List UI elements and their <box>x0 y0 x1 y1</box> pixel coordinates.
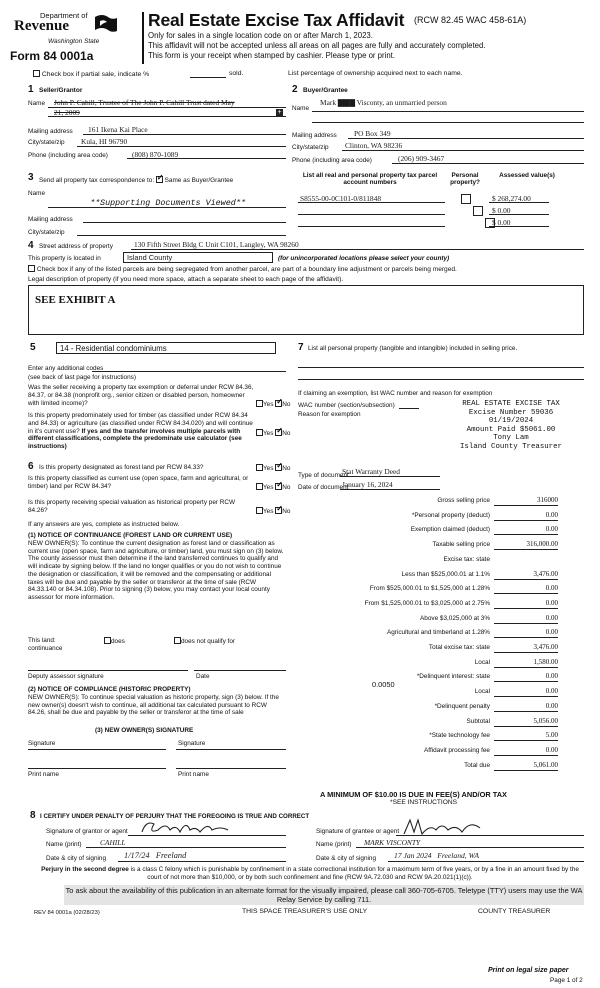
timber-yes-checkbox[interactable] <box>256 429 263 436</box>
tax-label: *Personal property (deduct) <box>411 511 490 519</box>
personal-property-heading: List all personal property (tangible and intangible) included in selling price. <box>308 345 518 352</box>
tax-label: Exemption claimed (deduct) <box>410 526 490 534</box>
reason-label: Reason for exemption <box>298 411 361 418</box>
continuance-label: continuance <box>28 645 63 652</box>
buyer-heading: Buyer/Grantee <box>303 87 348 94</box>
treasurer-space-label: THIS SPACE TREASURER'S USE ONLY <box>242 908 368 915</box>
owner-sig-label-1: Signature <box>28 740 56 747</box>
deputy-signature-field[interactable] <box>28 670 188 671</box>
tax-label: Affidavit processing fee <box>424 746 490 754</box>
tax-label: Above $3,025,000 at 3% <box>420 614 490 622</box>
land-does-checkbox[interactable] <box>104 637 111 644</box>
rev-label: REV 84 0001a (02/28/23) <box>34 910 100 916</box>
additional-codes-field[interactable] <box>92 371 286 372</box>
ownership-note: List percentage of ownership acquired next to each name. <box>288 70 463 77</box>
grantor-date[interactable]: 1/17/24 Freeland <box>124 851 187 860</box>
assessed-value-3[interactable]: $ 0.00 <box>492 218 511 227</box>
section-6-number: 6 <box>28 461 34 472</box>
tax-label: Taxable selling price <box>432 541 490 549</box>
codes-note: (see back of last page for instructions) <box>28 374 136 381</box>
certify-heading: I CERTIFY UNDER PENALTY OF PERJURY THAT THE FOREGOING IS TRUE AND CORRECT <box>40 813 310 820</box>
tax-value[interactable]: 0.00 <box>545 525 558 534</box>
continuance-title: (1) NOTICE OF CONTINUANCE (FOREST LAND OR CURRENT USE) <box>28 532 233 539</box>
land-does-not-row: does not qualify for <box>174 637 235 645</box>
print-legal-note: Print on legal size paper <box>488 967 569 974</box>
section-8-number: 8 <box>30 810 36 821</box>
seller-name-cont[interactable]: 21, 2009 <box>54 108 80 117</box>
assessed-value-2[interactable]: $ 0.00 <box>492 206 511 215</box>
see-instructions: *SEE INSTRUCTIONS <box>390 799 458 806</box>
street-address-label: Street address of property <box>39 243 113 250</box>
seller-phone-label: Phone (including area code) <box>28 152 108 159</box>
assessed-value-col-header: Assessed value(s) <box>499 172 555 179</box>
deputy-date-label: Date <box>196 673 210 680</box>
forest-yes-checkbox[interactable] <box>256 464 263 471</box>
page-number: Page 1 of 2 <box>550 977 583 984</box>
section-2-number: 2 <box>292 84 298 95</box>
if-yes-note: If any answers are yes, complete as instructed below. <box>28 521 180 528</box>
dept-line1: Department of <box>40 11 88 20</box>
header-note2: This affidavit will not be accepted unless all areas on all pages are fully and accurately completed. <box>148 41 486 50</box>
tax-label: Total due <box>464 761 490 769</box>
located-note: (for unincorporated locations please select your county) <box>278 255 450 262</box>
sold-label: sold. <box>229 70 244 77</box>
section-4-number: 4 <box>28 240 34 251</box>
timber-yes-no: Yes ✓ No <box>256 429 290 437</box>
corr-address-label: Mailing address <box>28 216 73 223</box>
seller-city[interactable]: Kula, HI 96790 <box>81 137 128 146</box>
seller-heading: Seller/Grantor <box>39 87 83 94</box>
alt-format-notice: To ask about the availability of this publication in an alternate format for the visually impaired, please call 360-705-6705. Teletype (TTY) users may use the WA Relay Service by calling 711. <box>65 886 583 904</box>
tax-value[interactable]: 316,000.00 <box>526 540 558 549</box>
tax-value[interactable]: 1,580.00 <box>533 657 558 666</box>
tax-value[interactable]: 0.00 <box>545 510 558 519</box>
treasurer-stamp: REAL ESTATE EXCISE TAX Excise Number 59036 01/19/2024 Amount Paid $5061.00 Tony Lam Island County Treasurer <box>459 400 562 451</box>
minimum-due-note: A MINIMUM OF $10.00 IS DUE IN FEE(S) AND/OR TAX <box>320 790 507 799</box>
form-statute: (RCW 82.45 WAC 458-61A) <box>414 15 527 25</box>
section-1-number: 1 <box>28 84 34 95</box>
forest-land-question: Is this property designated as forest land per RCW 84.33? <box>39 464 204 471</box>
corr-name-label: Name <box>28 190 46 197</box>
doc-date-value[interactable]: January 16, 2024 <box>342 480 393 489</box>
historic-yes-checkbox[interactable] <box>256 507 263 514</box>
header-note1: Only for sales in a single location code on or after March 1, 2023. <box>148 31 373 40</box>
historic-question: Is this property receiving special valuation as historical property per RCW 84.26? <box>28 499 236 514</box>
grantee-name[interactable]: MARK VISCONTY <box>364 838 421 847</box>
seller-address-label: Mailing address <box>28 128 73 135</box>
corr-city-label: City/state/zip <box>28 229 65 236</box>
partial-sale-label: Check box if partial sale, indicate % <box>41 71 150 78</box>
wac-number-label: WAC number (section/subsection) <box>298 402 395 409</box>
located-in-label: This property is located in <box>28 255 101 262</box>
buyer-phone-label: Phone (including area code) <box>292 157 372 164</box>
exemption-question: Was the seller receiving a property tax exemption or deferral under RCW 84.36, 84.37, or 84.38 (nonprofit org., senior citizen or disabled person, homeowner with limited income)? <box>28 384 254 407</box>
partial-sale-blank[interactable] <box>190 77 226 78</box>
legal-description-value: SEE EXHIBIT A <box>35 294 116 306</box>
tax-value[interactable]: 0.00 <box>545 672 558 681</box>
dor-logo <box>8 11 138 65</box>
owner-print-2[interactable] <box>176 768 286 769</box>
personal-property-checkbox-2[interactable] <box>473 206 483 216</box>
tax-label: Gross selling price <box>437 497 490 504</box>
legal-description-box[interactable] <box>28 285 584 335</box>
grantee-date[interactable]: 17 Jan 2024 Freeland, WA <box>394 851 480 860</box>
perjury-notice: Perjury in the second degree is a class C felony which is punishable by confinement in a state correctional institution for a maximum term of five years, or by a fine in an amount fixed by the court of not more than $10,000, or by both such confinement and fine (RCW 9A.72.030 and RCW 9A.20.021(1)(c)). <box>41 866 579 881</box>
owner-print-1[interactable] <box>28 768 166 769</box>
personal-property-col-header: Personal property? <box>450 172 480 186</box>
compliance-title: (2) NOTICE OF COMPLIANCE (HISTORIC PROPERTY) <box>28 686 191 693</box>
grantor-name[interactable]: CAHILL <box>100 838 126 847</box>
current-use-question: Is this property classified as current use (open space, farm and agricultural, or timber) land per RCW 84.34? <box>28 475 249 490</box>
historic-yes-no: Yes ✓ No <box>256 507 290 515</box>
seller-city-label: City/state/zip <box>28 139 65 146</box>
current-use-no-checkbox[interactable] <box>275 483 282 490</box>
tax-label: Total excise tax: state <box>428 644 490 651</box>
owner-print-label-2: Print name <box>178 771 209 778</box>
grantee-sig-label: Signature of grantee or agent <box>316 828 400 835</box>
tax-value[interactable]: 0.00 <box>545 687 558 696</box>
parcel-col-header: List all real and personal property tax parcel account numbers <box>302 172 438 186</box>
exemption-yes-no: Yes ✓ No <box>256 400 290 408</box>
personal-property-field[interactable] <box>298 367 584 368</box>
tax-value[interactable]: 316000 <box>537 496 558 504</box>
tax-value[interactable]: 0.00 <box>545 613 558 622</box>
current-use-yes-no: Yes ✓ No <box>256 483 290 491</box>
continuance-body: NEW OWNER(S): To continue the current designation as forest land or classification as current use (open space, farm and agriculture, or timber) land, you must sign on (3) below. The county assessor must then determine if the land transferred continues to qualify and will indicate by signing below. If the land no longer qualifies or you do not wish to continue the designation or classification, it will be removed and the compensating or additional taxes will be due and payable by the seller or transferor at the time of sale (RCW 84.33.140 or 84.34.108). Prior to signing (3) below, you may contact your local county assessor for more information. <box>28 540 284 601</box>
tax-label: Less than $525,000.01 at 1.1% <box>401 570 490 578</box>
compliance-body: NEW OWNER(S): To continue special valuation as historic property, sign (3) below. If the new owner(s) doesn't wish to continue, all additional tax calculated pursuant to RCW 84.26, shall be due and payable by the seller or transferor at the time of sale <box>28 694 279 717</box>
tax-label: Local <box>474 658 490 666</box>
tax-value[interactable]: 5,056.00 <box>533 716 558 725</box>
tax-value[interactable]: 0.00 <box>545 628 558 637</box>
tax-label: Local <box>474 688 490 696</box>
owner-sig-label-2: Signature <box>178 740 206 747</box>
tax-label: *State technology fee <box>429 732 490 740</box>
parcel-number-1[interactable]: S8555-00-0C101-0/811848 <box>300 194 382 203</box>
assessed-value-1[interactable]: $ 268,274.00 <box>492 194 531 203</box>
county-select[interactable]: Island County <box>123 252 273 263</box>
buyer-name-label: Name <box>292 105 310 112</box>
same-as-buyer-checkbox[interactable] <box>156 176 163 183</box>
local-rate: 0.0050 <box>372 680 395 689</box>
tax-value[interactable]: 0.00 <box>545 701 558 710</box>
owner-print-label-1: Print name <box>28 771 59 778</box>
tax-label: Subtotal <box>466 717 490 725</box>
historic-no-checkbox[interactable] <box>275 507 282 514</box>
tax-value[interactable]: 3,476.00 <box>533 643 558 651</box>
deputy-signature-label: Deputy assessor signature <box>28 673 104 680</box>
tax-value[interactable]: 5.00 <box>545 731 558 740</box>
segregated-row: Check box if any of the listed parcels are being segregated from another parcel, are part of a boundary line adjustment or parcels being merged. <box>28 265 457 273</box>
tax-value[interactable]: 0.00 <box>545 584 558 593</box>
seller-name-label: Name <box>28 100 46 107</box>
timber-question: Is this property predominately used for timber (as classified under RCW 84.34 and 84.33) or agriculture (as classified under RCW 84.34.020) and will continue in it's current use? If yes and the transfer involves multiple parcels with different classifications, complete the predominate use calculator (see instructions) <box>28 412 253 451</box>
seller-add-icon[interactable]: + <box>277 109 282 116</box>
buyer-name[interactable]: Mark ▇▇▇ Visconty, an unmarried person <box>320 98 447 107</box>
tax-value[interactable]: 0.00 <box>545 598 558 607</box>
supporting-docs-stamp: **Supporting Documents Viewed** <box>90 198 246 208</box>
form-title: Real Estate Excise Tax Affidavit <box>148 10 405 30</box>
tax-value[interactable]: 5,061.00 <box>533 760 558 769</box>
header-divider <box>142 12 144 64</box>
correspondence-text: Send all property tax correspondence to: ✓ Same as Buyer/Grantee <box>39 176 233 184</box>
grantor-sig-label: Signature of grantor or agent <box>46 828 128 835</box>
grantor-name-label: Name (print) <box>46 841 82 848</box>
land-does-row: does <box>104 637 125 645</box>
section-3-number: 3 <box>28 172 34 183</box>
seller-address[interactable]: 161 Ikena Kai Place <box>88 125 148 134</box>
grantee-date-label: Date & city of signing <box>316 855 377 862</box>
timber-no-checkbox[interactable] <box>275 429 282 436</box>
exemption-no-checkbox[interactable] <box>275 400 282 407</box>
tax-label: From $1,525,000.01 to $3,025,000 at 2.75% <box>364 599 490 607</box>
county-treasurer-label: COUNTY TREASURER <box>478 908 551 915</box>
dept-line3: Washington State <box>48 38 100 45</box>
legal-description-label: Legal description of property (if you need more space, attach a separate sheet to each page of the affidavit). <box>28 276 344 283</box>
personal-property-checkbox-1[interactable] <box>461 194 471 204</box>
partial-sale-checkbox[interactable] <box>33 70 40 77</box>
doc-type-value[interactable]: Stat Warranty Deed <box>342 467 400 476</box>
doc-type-label: Type of document <box>298 472 349 479</box>
deputy-date-field[interactable] <box>194 670 286 671</box>
grantor-date-label: Date & city of signing <box>46 855 107 862</box>
seller-name[interactable]: John P. Cahill, Trustee of The John P. Cahill Trust dated May <box>54 98 235 107</box>
tax-label: *Delinquent interest: state <box>416 673 490 681</box>
buyer-address-label: Mailing address <box>292 132 337 139</box>
this-land-label: This land: <box>28 637 56 644</box>
forest-no-checkbox[interactable] <box>275 464 282 471</box>
street-address[interactable]: 130 Fifth Street Bldg C Unit C101, Langley, WA 98260 <box>134 240 299 249</box>
dept-line2: Revenue <box>14 18 69 34</box>
grantee-name-label: Name (print) <box>316 841 352 848</box>
buyer-city-label: City/state/zip <box>292 144 329 151</box>
section-7-number: 7 <box>298 342 304 353</box>
land-does-not-checkbox[interactable] <box>174 637 181 644</box>
exemption-claim-label: If claiming an exemption, list WAC number and reason for exemption <box>298 390 493 397</box>
doc-date-label: Date of document <box>298 484 349 491</box>
owner-signature-2[interactable] <box>176 749 286 750</box>
new-owner-sig-title: (3) NEW OWNER(S) SIGNATURE <box>95 727 194 734</box>
segregated-checkbox[interactable] <box>28 265 35 272</box>
buyer-city[interactable]: Clinton, WA 98236 <box>345 141 403 150</box>
same-as-buyer-label: Same as Buyer/Grantee <box>164 177 234 184</box>
tax-value[interactable]: 3,476.00 <box>533 569 558 578</box>
dor-flag-icon <box>92 13 120 37</box>
owner-signature-1[interactable] <box>28 749 166 750</box>
additional-codes-label: Enter any additional codes <box>28 365 104 372</box>
form-number: Form 84 0001a <box>10 49 94 63</box>
wac-number-field[interactable] <box>399 408 419 409</box>
tax-label: *Delinquent penalty <box>434 702 490 710</box>
forest-land-yes-no: Yes ✓ No <box>256 464 290 472</box>
tax-label: Excise tax: state <box>443 555 490 563</box>
seller-phone[interactable]: (808) 870-1089 <box>132 150 179 159</box>
tax-label: Agricultural and timberland at 1.28% <box>386 629 490 637</box>
current-use-yes-checkbox[interactable] <box>256 483 263 490</box>
buyer-phone[interactable]: (206) 909-3467 <box>398 154 445 163</box>
buyer-address[interactable]: PO Box 349 <box>354 129 391 138</box>
partial-sale-row <box>33 70 149 78</box>
tax-value[interactable]: 0.00 <box>545 745 558 754</box>
section-5-number: 5 <box>30 342 36 353</box>
exemption-yes-checkbox[interactable] <box>256 400 263 407</box>
header-note3: This form is your receipt when stamped by cashier. Please type or print. <box>148 51 396 60</box>
land-use-select[interactable]: 14 - Residential condominiums <box>56 342 276 354</box>
tax-label: From $525,000.01 to $1,525,000 at 1.28% <box>369 585 490 593</box>
